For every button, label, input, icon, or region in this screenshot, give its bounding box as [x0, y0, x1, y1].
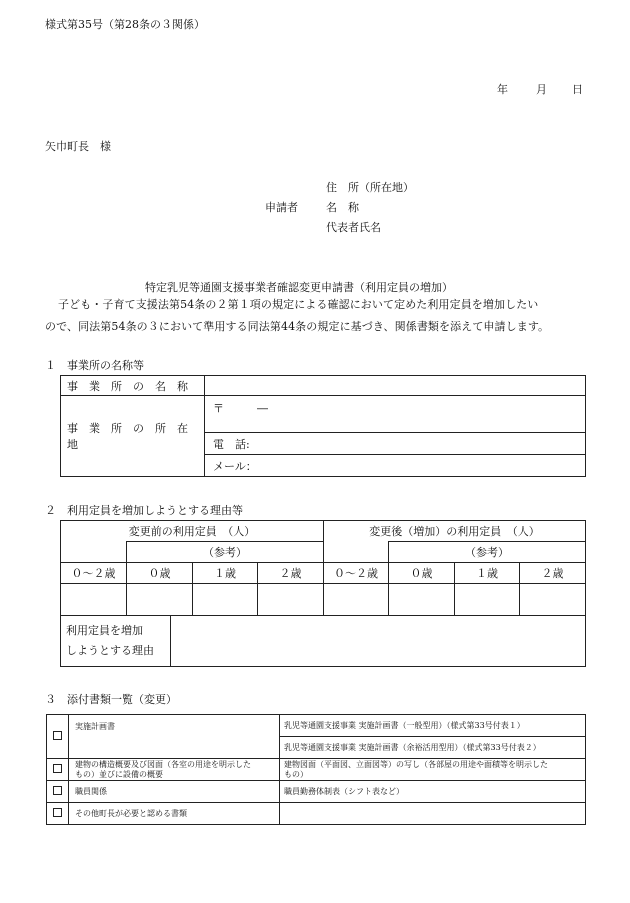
attach-drawing-line2: もの） — [284, 769, 308, 779]
form-number: 様式第35号（第28条の３関係） — [45, 18, 205, 31]
capacity-table — [60, 520, 586, 616]
postal-field[interactable]: 〒 ― — [205, 396, 586, 433]
checkbox-icon — [53, 808, 62, 817]
document-title: 特定乳児等通園支援事業者確認変更申請書（利用定員の増加） — [145, 281, 453, 294]
after-value-0[interactable] — [389, 584, 455, 616]
facility-name-field[interactable] — [205, 376, 586, 396]
email-field[interactable]: メール： — [205, 455, 586, 477]
after-value-1[interactable] — [455, 584, 520, 616]
after-capacity-header: 変更後（増加）の利用定員 （人） — [324, 521, 586, 542]
after-col-2: ２歳 — [520, 563, 586, 584]
attach-building-line1: 建物の構造概要及び図面（各室の用途を明示した — [75, 759, 251, 769]
checkbox-icon — [53, 786, 62, 795]
attachments-table — [46, 714, 586, 825]
checkbox-building[interactable] — [47, 759, 69, 781]
facility-table — [60, 375, 586, 477]
after-value-2[interactable] — [520, 584, 586, 616]
before-value-0-2[interactable] — [61, 584, 127, 616]
before-value-2[interactable] — [258, 584, 324, 616]
attach-plan-label: 実施計画書 — [69, 715, 280, 759]
attach-building-label — [69, 759, 280, 781]
attach-plan-surplus: 乳児等通園支援事業 実施計画書（余裕活用型用）（様式第33号付表２） — [280, 737, 586, 759]
attach-building-line2: もの）並びに設備の概要 — [75, 769, 163, 779]
checkbox-plan[interactable] — [47, 715, 69, 759]
after-col-1: １歳 — [455, 563, 520, 584]
before-capacity-header: 変更前の利用定員 （人） — [61, 521, 324, 542]
applicant-rep-label: 代表者氏名 — [326, 221, 381, 234]
applicant-address-label: 住 所（所在地） — [326, 181, 414, 194]
phone-field[interactable]: 電 話: — [205, 433, 586, 455]
after-col-0-2: ０～２歳 — [324, 563, 389, 584]
date-month-label: 月 — [536, 83, 547, 96]
checkbox-icon — [53, 764, 62, 773]
reason-field[interactable] — [171, 616, 586, 666]
attach-other-blank — [280, 803, 586, 825]
body-line-1: 子ども・子育て支援法第54条の２第１項の規定による確認において定めた利用定員を増加したい — [58, 298, 539, 311]
reason-label — [61, 616, 171, 666]
before-reference-label: （参考） — [127, 542, 324, 563]
attach-other-label: その他町長が必要と認める書類 — [69, 803, 280, 825]
reason-label-line1: 利用定員を増加 — [66, 623, 143, 637]
after-col-0: ０歳 — [389, 563, 455, 584]
before-col-0-2: ０～２歳 — [61, 563, 127, 584]
checkbox-other[interactable] — [47, 803, 69, 825]
facility-name-label: 事 業 所 の 名 称 — [61, 376, 205, 396]
applicant-label: 申請者 — [265, 201, 298, 214]
before-col-1: １歳 — [193, 563, 258, 584]
section1-heading: １ 事業所の名称等 — [45, 359, 144, 372]
after-value-0-2[interactable] — [324, 584, 389, 616]
addressee: 矢巾町長 様 — [45, 140, 111, 153]
attach-plan-general: 乳児等通園支援事業 実施計画書（一般型用）（様式第33号付表１） — [280, 715, 586, 737]
checkbox-staff[interactable] — [47, 781, 69, 803]
section3-heading: ３ 添付書類一覧（変更） — [45, 693, 177, 706]
date-year-label: 年 — [497, 83, 508, 96]
reason-table — [60, 616, 586, 667]
section2-heading: ２ 利用定員を増加しようとする理由等 — [45, 504, 243, 517]
checkbox-icon — [53, 731, 62, 740]
before-value-1[interactable] — [193, 584, 258, 616]
attach-building-drawing — [280, 759, 586, 781]
before-value-0[interactable] — [127, 584, 193, 616]
attach-staff-label: 職員関係 — [69, 781, 280, 803]
body-line-2: ので、同法第54条の３において準用する同法第44条の規定に基づき、関係書類を添えて申請します。 — [45, 320, 550, 333]
after-reference-label: （参考） — [389, 542, 586, 563]
reason-label-line2: しようとする理由 — [66, 643, 154, 657]
attach-drawing-line1: 建物図面（平面図、立面図等）の写し（各部屋の用途や面積等を明示した — [284, 759, 548, 769]
facility-location-label: 事 業 所 の 所 在 地 — [61, 396, 205, 477]
before-col-0: ０歳 — [127, 563, 193, 584]
before-col-2: ２歳 — [258, 563, 324, 584]
after-blank-cell — [324, 542, 389, 563]
attach-staff-schedule: 職員勤務体制表（シフト表など） — [280, 781, 586, 803]
date-day-label: 日 — [572, 83, 583, 96]
applicant-name-label: 名 称 — [326, 201, 359, 214]
before-blank-cell — [61, 542, 127, 563]
